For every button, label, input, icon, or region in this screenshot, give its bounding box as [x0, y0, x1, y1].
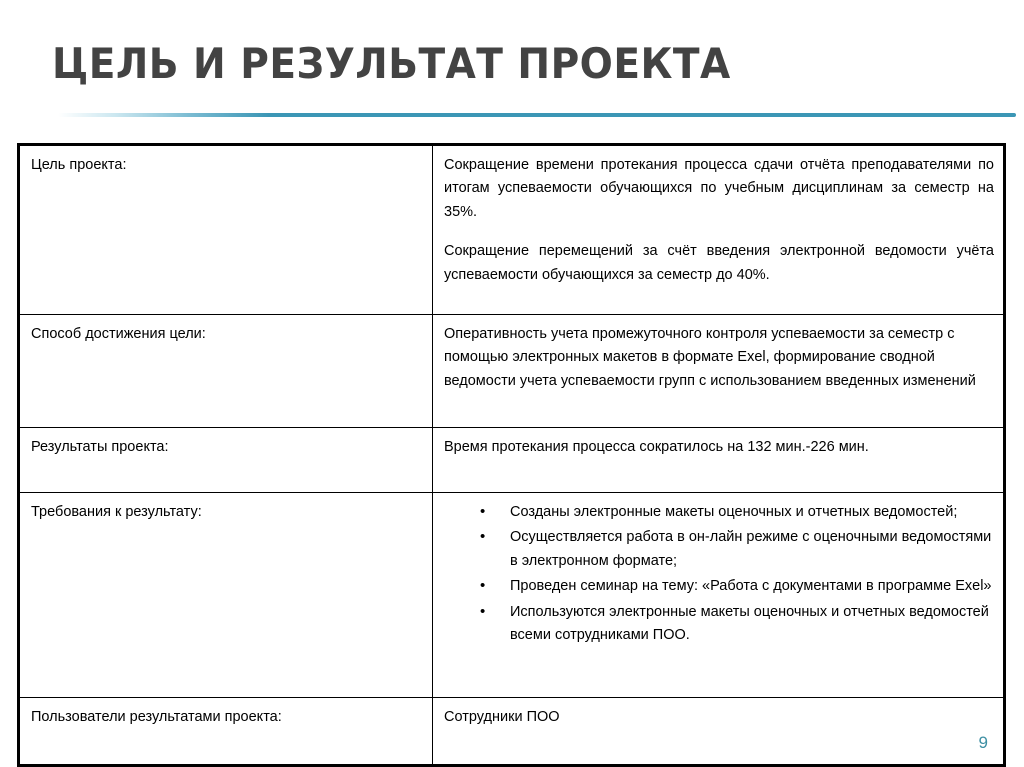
row-value-cell — [433, 493, 1005, 698]
row-value-cell — [433, 315, 1005, 428]
title-underline-rule — [58, 113, 1016, 117]
row-label-result-users: Пользователи результатами проекта: — [31, 709, 282, 725]
row-label-cell — [19, 698, 433, 766]
row-value-cell — [433, 145, 1005, 315]
list-item: • Проведен семинар на тему: «Работа с документами в программе Exel» — [480, 575, 994, 598]
result-requirements-list — [444, 501, 994, 648]
row-label-achievement-method: Способ достижения цели: — [31, 326, 206, 342]
row-label-cell — [19, 315, 433, 428]
row-label-project-goal: Цель проекта: — [31, 157, 127, 173]
page-number: 9 — [978, 733, 988, 752]
goal-paragraph-1: Сокращение времени протекания процесса сдачи отчёта преподавателями по итогам успеваемости обучающихся по учебным дисциплинам за семестр на 35%. — [444, 157, 994, 220]
row-value-cell — [433, 428, 1005, 493]
row-label-cell — [19, 145, 433, 315]
result-users-paragraph: Сотрудники ПОО — [444, 709, 560, 725]
project-goal-table — [17, 143, 1006, 767]
table-row — [19, 428, 1005, 493]
table-row — [19, 315, 1005, 428]
row-value-cell — [433, 698, 1005, 766]
list-item: • Созданы электронные макеты оценочных и отчетных ведомостей; — [480, 501, 994, 524]
list-item: • Используются электронные макеты оценочных и отчетных ведомостей всеми сотрудниками ПОО. — [480, 601, 994, 648]
page-title: ЦЕЛЬ И РЕЗУЛЬТАТ ПРОЕКТА — [52, 39, 731, 88]
goal-paragraph-2: Сокращение перемещений за счёт введения электронной ведомости учёта успеваемости обучающихся за семестр до 40%. — [444, 243, 994, 283]
table-row — [19, 493, 1005, 698]
achievement-method-paragraph: Оперативность учета промежуточного контроля успеваемости за семестр с помощью электронных макетов в формате Exel, формирование сводной ведомости учета успеваемости групп с использованием введенных изменений — [444, 326, 976, 389]
row-label-result-requirements: Требования к результату: — [31, 504, 202, 520]
list-item: • Осуществляется работа в он-лайн режиме с оценочными ведомостями в электронном формате; — [480, 526, 994, 573]
row-label-cell — [19, 428, 433, 493]
project-goal-table-container — [17, 143, 1006, 767]
row-label-cell — [19, 493, 433, 698]
project-results-paragraph: Время протекания процесса сократилось на 132 мин.-226 мин. — [444, 439, 869, 455]
row-label-project-results: Результаты проекта: — [31, 439, 169, 455]
table-row — [19, 145, 1005, 315]
table-row — [19, 698, 1005, 766]
